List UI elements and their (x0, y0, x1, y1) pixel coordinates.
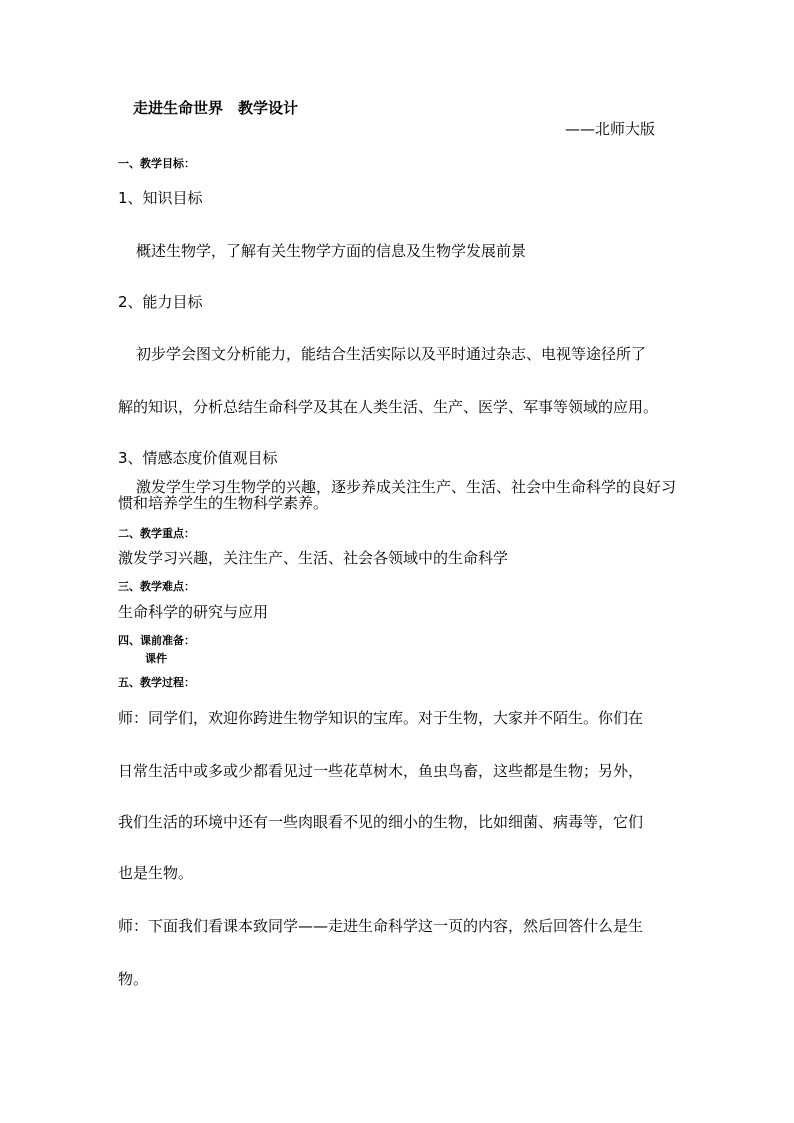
ability-heading: 2、能力目标 (118, 293, 203, 311)
process-paragraph-line: 日常生活中或多或少都看见过一些花草树木，鱼虫鸟畜，这些都是生物；另外， (118, 762, 644, 780)
objectives-heading: 一、教学目标： (118, 157, 195, 170)
process-paragraph-line: 也是生物。 (118, 864, 194, 882)
ability-text-line1: 初步学会图文分析能力，能结合生活实际以及平时通过杂志、电视等途径所了 (136, 345, 647, 363)
process-paragraph-line: 物。 (118, 970, 149, 988)
key-points-text: 激发学习兴趣，关注生产、生活、社会各领域中的生命科学 (118, 549, 509, 567)
difficulties-heading: 三、教学难点： (118, 580, 195, 593)
attitude-text: 激发学生学习生物学的兴趣，逐步养成关注生产、生活、社会中生命科学的良好习惯和培养学生的生物科学素养。 (118, 478, 677, 512)
document-subtitle: ——北师大版 (565, 120, 656, 138)
knowledge-heading: 1、知识目标 (118, 189, 203, 207)
process-heading: 五、教学过程： (118, 676, 195, 689)
document-title: 走进生命世界 教学设计 (133, 99, 299, 117)
process-paragraph-line: 我们生活的环境中还有一些肉眼看不见的细小的生物，比如细菌、病毒等，它们 (118, 813, 644, 831)
ability-text-line2: 解的知识，分析总结生命科学及其在人类生活、生产、医学、军事等领域的应用。 (118, 398, 659, 416)
preparation-heading: 四、课前准备： (118, 634, 195, 647)
process-paragraph-line: 师：同学们，欢迎你跨进生物学知识的宝库。对于生物，大家并不陌生。你们在 (118, 709, 644, 727)
difficulties-text: 生命科学的研究与应用 (118, 603, 269, 621)
key-points-heading: 二、教学重点： (118, 527, 195, 540)
knowledge-text: 概述生物学，了解有关生物学方面的信息及生物学发展前景 (136, 242, 527, 260)
attitude-heading: 3、情感态度价值观目标 (118, 449, 278, 467)
process-paragraph-line: 师：下面我们看课本致同学——走进生命科学这一页的内容，然后回答什么是生 (118, 917, 644, 935)
preparation-text: 课件 (145, 652, 167, 665)
